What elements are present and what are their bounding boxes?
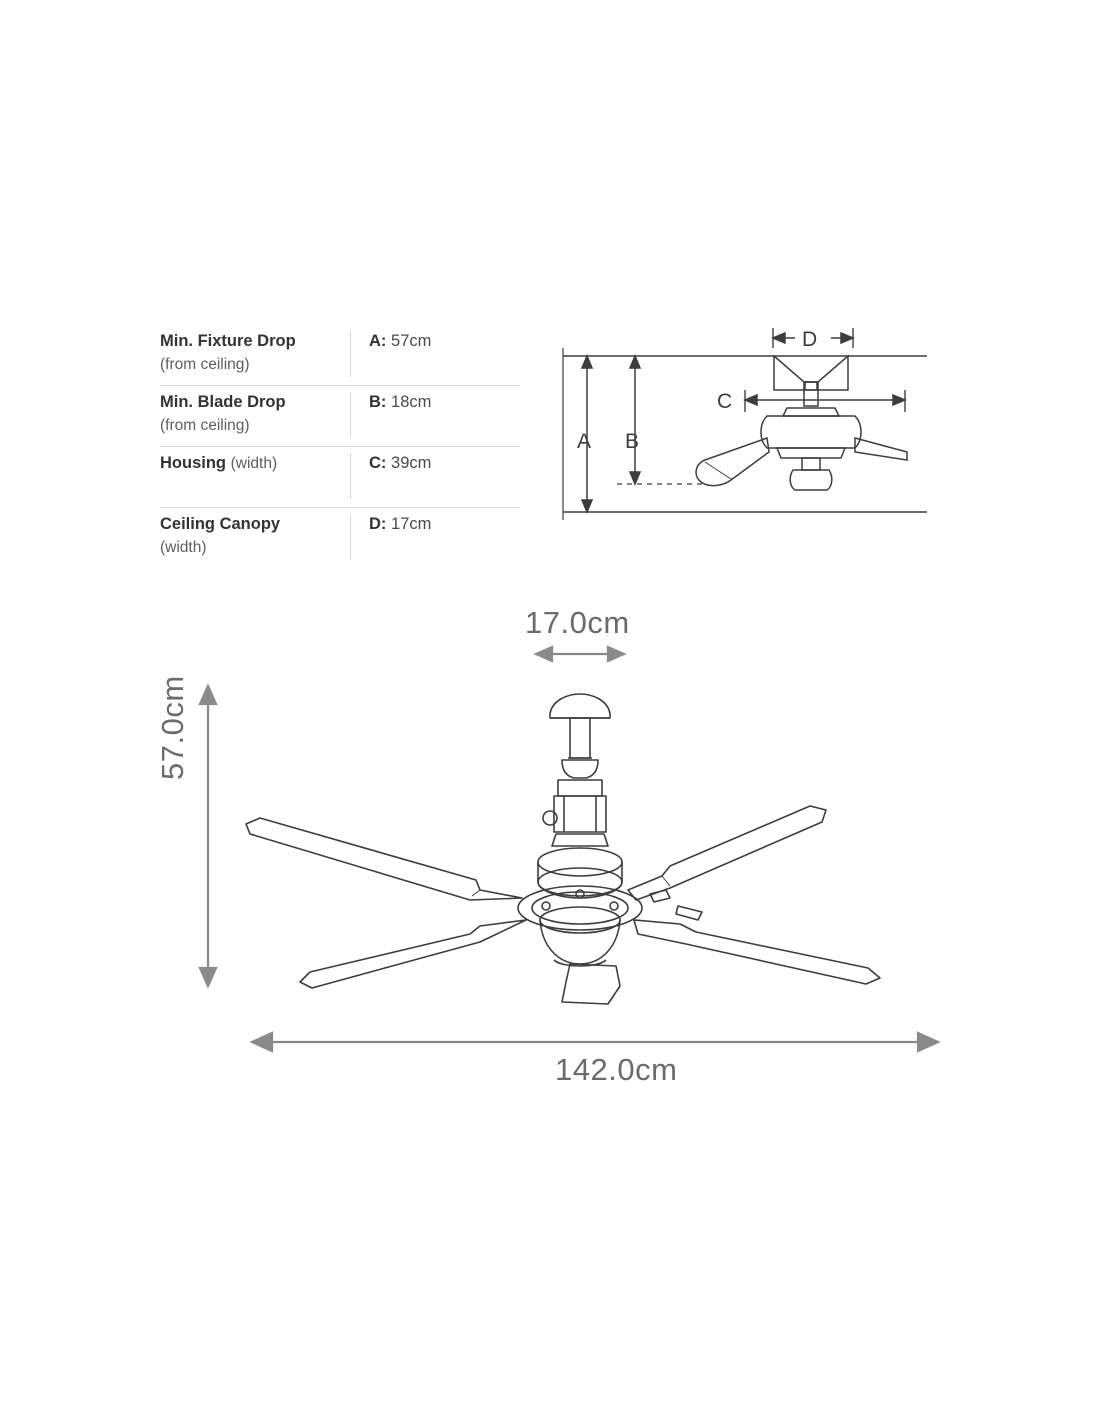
spec-value-key: D:	[369, 515, 387, 533]
spec-label	[160, 514, 350, 560]
light-kit-bowl	[540, 920, 620, 964]
blade	[634, 920, 880, 984]
spec-label-sub: (width)	[230, 455, 278, 472]
spec-value-key: A:	[369, 332, 387, 350]
spec-value-number: 17cm	[391, 515, 432, 533]
fixture-drop-label: 57.0cm	[155, 675, 190, 780]
spec-value-number: 39cm	[391, 454, 432, 472]
product-line-drawing	[150, 590, 970, 1110]
downrod	[570, 718, 590, 758]
schematic-diagram	[555, 320, 935, 550]
ceiling-fan-illustration	[246, 694, 880, 1004]
spec-table	[160, 325, 520, 568]
motor-yoke	[554, 796, 606, 832]
spec-label	[160, 453, 350, 499]
fixture-drop-arrow	[200, 686, 216, 986]
spec-value	[350, 453, 520, 499]
spec-label-title: Ceiling Canopy	[160, 515, 281, 533]
spec-label	[160, 331, 350, 377]
table-row	[160, 447, 520, 508]
spec-value	[350, 331, 520, 377]
coupler	[562, 760, 598, 778]
schematic-label-c: C	[717, 390, 733, 413]
fan-section-outline	[696, 356, 907, 490]
spec-value-number: 18cm	[391, 393, 432, 411]
spec-label-title: Housing	[160, 454, 226, 472]
spec-value	[350, 514, 520, 560]
spec-label-sub: (from ceiling)	[160, 417, 250, 434]
spec-label	[160, 392, 350, 438]
spec-label-sub: (width)	[160, 539, 207, 556]
dimension-b	[630, 356, 640, 484]
schematic-label-b: B	[625, 430, 640, 453]
blade	[628, 806, 826, 900]
table-row	[160, 325, 520, 386]
spec-value-number: 57cm	[391, 332, 432, 350]
spec-label-sub: (from ceiling)	[160, 356, 250, 373]
canopy-width-label: 17.0cm	[525, 605, 630, 640]
spec-label-title: Min. Blade Drop	[160, 393, 286, 411]
blade	[562, 964, 620, 1004]
canopy-width-arrow	[536, 647, 624, 661]
table-row	[160, 386, 520, 447]
table-row	[160, 508, 520, 568]
spec-value	[350, 392, 520, 438]
spec-label-title: Min. Fixture Drop	[160, 332, 296, 350]
blade	[246, 818, 522, 900]
schematic-label-a: A	[577, 430, 592, 453]
schematic-label-d: D	[802, 328, 818, 351]
blade	[300, 920, 526, 988]
spec-value-key: B:	[369, 393, 387, 411]
canopy	[550, 694, 610, 718]
blade-span-arrow	[252, 1033, 938, 1051]
blade-span-label: 142.0cm	[555, 1052, 678, 1087]
spec-value-key: C:	[369, 454, 387, 472]
